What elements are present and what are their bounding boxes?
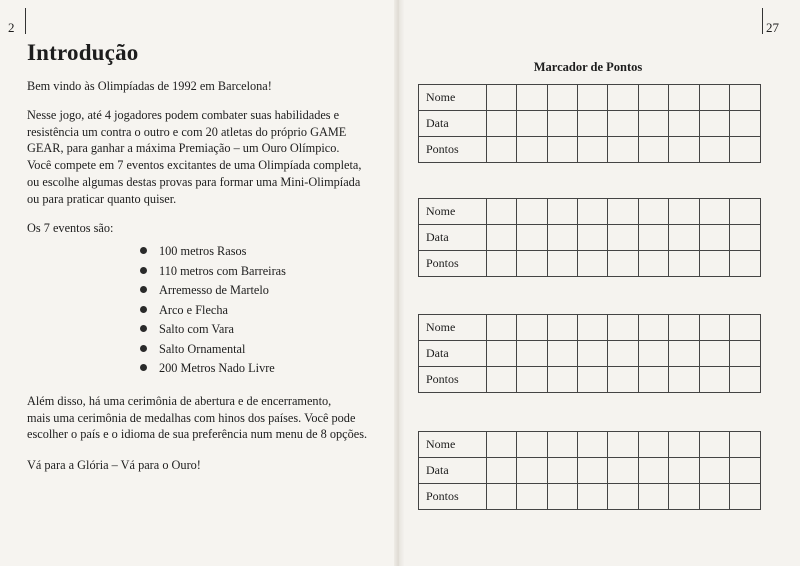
score-cell — [486, 341, 516, 367]
score-cell — [669, 225, 699, 251]
score-table-row — [419, 367, 761, 393]
score-cell — [517, 458, 547, 484]
score-cell — [486, 458, 516, 484]
score-table-row — [419, 341, 761, 367]
score-cell — [486, 432, 516, 458]
score-table-row — [419, 458, 761, 484]
score-cell — [547, 137, 577, 163]
margin-rule-left — [25, 8, 26, 34]
score-cell — [577, 111, 607, 137]
introduction-section — [27, 40, 387, 474]
score-cell — [517, 484, 547, 510]
score-cell — [699, 225, 729, 251]
score-cell — [638, 199, 668, 225]
score-cell — [699, 367, 729, 393]
event-label: Arco e Flecha — [159, 302, 228, 317]
event-item — [140, 283, 387, 303]
score-table — [418, 314, 761, 393]
score-table-row — [419, 111, 761, 137]
score-cell — [547, 111, 577, 137]
score-cell — [730, 137, 761, 163]
score-cell — [608, 111, 638, 137]
score-cell — [577, 341, 607, 367]
score-cell — [577, 85, 607, 111]
score-cell — [547, 432, 577, 458]
score-cell — [547, 225, 577, 251]
score-cell — [669, 432, 699, 458]
intro-paragraph — [27, 107, 387, 208]
score-cell — [730, 341, 761, 367]
event-item — [140, 322, 387, 342]
score-cell — [730, 111, 761, 137]
score-cell — [730, 251, 761, 277]
page-title: Introdução — [27, 40, 139, 65]
score-cell — [547, 458, 577, 484]
ceremony-line: mais uma cerimônia de medalhas com hinos dos países. Você pode — [27, 410, 356, 425]
score-sheet-title: Marcador de Pontos — [533, 60, 643, 74]
score-table — [418, 198, 761, 277]
score-cell — [517, 251, 547, 277]
score-cell — [699, 484, 729, 510]
score-cell — [486, 251, 516, 277]
score-cell — [517, 85, 547, 111]
score-cell — [669, 251, 699, 277]
score-cell — [577, 251, 607, 277]
score-cell — [638, 341, 668, 367]
intro-line: resistência um contra o outro e com 20 atletas do próprio GAME — [27, 124, 347, 139]
score-cell — [699, 111, 729, 137]
score-cell — [577, 367, 607, 393]
score-cell — [517, 432, 547, 458]
score-cell — [730, 225, 761, 251]
row-label: Data — [419, 458, 487, 484]
score-cell — [608, 225, 638, 251]
score-cell — [608, 458, 638, 484]
events-list — [27, 244, 387, 381]
score-cell — [730, 85, 761, 111]
event-label: 100 metros Rasos — [159, 244, 247, 259]
score-cell — [608, 315, 638, 341]
score-table-row — [419, 315, 761, 341]
row-label: Data — [419, 341, 487, 367]
score-cell — [486, 484, 516, 510]
intro-line: Você compete em 7 eventos excitantes de uma Olimpíada completa, — [27, 158, 362, 173]
score-cell — [638, 484, 668, 510]
score-cell — [699, 341, 729, 367]
score-cell — [608, 432, 638, 458]
score-cell — [577, 432, 607, 458]
score-cell — [486, 199, 516, 225]
score-cell — [577, 315, 607, 341]
score-cell — [638, 85, 668, 111]
bullet-icon — [140, 364, 147, 371]
score-cell — [608, 367, 638, 393]
score-cell — [577, 225, 607, 251]
event-item — [140, 264, 387, 284]
score-cell — [517, 199, 547, 225]
bullet-icon — [140, 306, 147, 313]
score-cell — [638, 432, 668, 458]
score-cell — [699, 432, 729, 458]
bullet-icon — [140, 286, 147, 293]
margin-rule-right — [762, 8, 763, 34]
score-cell — [608, 251, 638, 277]
score-cell — [486, 367, 516, 393]
score-table — [418, 431, 761, 510]
score-cell — [669, 367, 699, 393]
page-fold — [394, 0, 404, 566]
score-table-row — [419, 85, 761, 111]
event-label: Salto com Vara — [159, 322, 234, 337]
score-cell — [669, 458, 699, 484]
score-cell — [638, 225, 668, 251]
score-cell — [577, 458, 607, 484]
bullet-icon — [140, 325, 147, 332]
event-item — [140, 361, 387, 381]
row-label: Nome — [419, 199, 487, 225]
ceremony-line: Além disso, há uma cerimônia de abertura e de encerramento, — [27, 393, 332, 408]
event-item — [140, 342, 387, 362]
score-cell — [547, 251, 577, 277]
event-label: Arremesso de Martelo — [159, 283, 269, 298]
score-cell — [547, 484, 577, 510]
score-cell — [638, 251, 668, 277]
score-table-row — [419, 199, 761, 225]
score-cell — [730, 367, 761, 393]
ceremony-paragraph — [27, 393, 387, 443]
score-cell — [699, 85, 729, 111]
page-number-left: 2 — [8, 20, 15, 35]
row-label: Nome — [419, 85, 487, 111]
row-label: Pontos — [419, 367, 487, 393]
score-table-row — [419, 484, 761, 510]
score-cell — [669, 137, 699, 163]
score-table-row — [419, 432, 761, 458]
intro-line: ou escolhe algumas destas provas para formar uma Mini-Olimpíada — [27, 174, 361, 189]
welcome-text: Bem vindo às Olimpíadas de 1992 em Barcelona! — [27, 79, 272, 93]
score-cell — [547, 341, 577, 367]
score-cell — [699, 199, 729, 225]
score-cell — [669, 484, 699, 510]
score-cell — [577, 137, 607, 163]
score-cell — [669, 341, 699, 367]
score-cell — [517, 137, 547, 163]
score-table-row — [419, 225, 761, 251]
row-label: Data — [419, 111, 487, 137]
score-cell — [699, 137, 729, 163]
event-label: 110 metros com Barreiras — [159, 263, 286, 278]
event-item — [140, 303, 387, 323]
bullet-icon — [140, 247, 147, 254]
intro-line: ou para praticar quanto quiser. — [27, 191, 177, 206]
score-cell — [669, 85, 699, 111]
score-cell — [486, 111, 516, 137]
score-cell — [669, 199, 699, 225]
score-cell — [608, 137, 638, 163]
row-label: Pontos — [419, 137, 487, 163]
score-cell — [699, 315, 729, 341]
score-cell — [486, 137, 516, 163]
score-cell — [608, 341, 638, 367]
score-cell — [486, 225, 516, 251]
event-item — [140, 244, 387, 264]
bullet-icon — [140, 267, 147, 274]
score-cell — [699, 458, 729, 484]
score-cell — [608, 85, 638, 111]
score-table — [418, 84, 761, 163]
score-cell — [577, 199, 607, 225]
score-cell — [638, 137, 668, 163]
score-cell — [699, 251, 729, 277]
score-cell — [486, 85, 516, 111]
score-table-row — [419, 251, 761, 277]
score-cell — [638, 458, 668, 484]
score-cell — [638, 111, 668, 137]
intro-line: GEAR, para ganhar a máxima Premiação – um Ouro Olímpico. — [27, 141, 340, 156]
page-number-right: 27 — [766, 20, 779, 35]
row-label: Nome — [419, 432, 487, 458]
score-cell — [517, 341, 547, 367]
bullet-icon — [140, 345, 147, 352]
score-cell — [547, 199, 577, 225]
score-cell — [486, 315, 516, 341]
row-label: Nome — [419, 315, 487, 341]
score-cell — [608, 484, 638, 510]
score-cell — [730, 484, 761, 510]
score-cell — [730, 458, 761, 484]
score-cell — [730, 432, 761, 458]
score-cell — [517, 111, 547, 137]
score-table-row — [419, 137, 761, 163]
score-cell — [547, 315, 577, 341]
score-cell — [547, 85, 577, 111]
row-label: Pontos — [419, 251, 487, 277]
row-label: Data — [419, 225, 487, 251]
score-cell — [730, 199, 761, 225]
events-label: Os 7 eventos são: — [27, 220, 114, 235]
score-cell — [638, 315, 668, 341]
score-cell — [517, 225, 547, 251]
row-label: Pontos — [419, 484, 487, 510]
ceremony-line: escolher o país e o idioma de sua preferência num menu de 8 opções. — [27, 427, 368, 442]
intro-line: Nesse jogo, até 4 jogadores podem combater suas habilidades e — [27, 107, 340, 122]
score-cell — [517, 367, 547, 393]
closing-text: Vá para a Glória – Vá para o Ouro! — [27, 458, 201, 473]
score-cell — [608, 199, 638, 225]
score-cell — [547, 367, 577, 393]
score-cell — [638, 367, 668, 393]
score-cell — [669, 315, 699, 341]
event-label: Salto Ornamental — [159, 341, 246, 356]
event-label: 200 Metros Nado Livre — [159, 361, 275, 376]
score-cell — [517, 315, 547, 341]
score-cell — [730, 315, 761, 341]
score-cell — [577, 484, 607, 510]
score-cell — [669, 111, 699, 137]
